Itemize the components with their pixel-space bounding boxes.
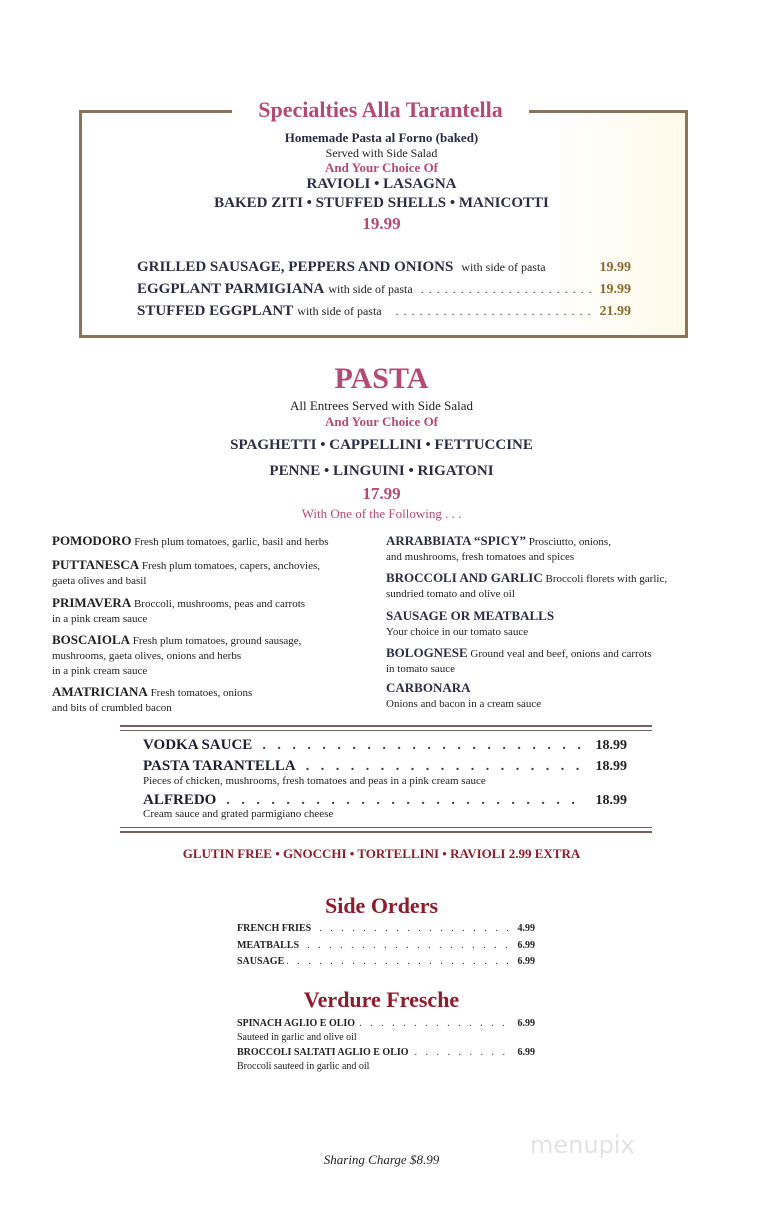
- sauce-desc: in tomato sauce: [386, 663, 456, 675]
- sauce-desc: Your choice in our tomato sauce: [386, 626, 529, 638]
- verdure-item: [237, 1047, 535, 1058]
- leader-dots: [415, 1047, 510, 1058]
- special-item-price: 18.99: [595, 759, 627, 774]
- verdure-name: SPINACH AGLIO E OLIO: [237, 1018, 356, 1029]
- pasta-sauce-item: [52, 595, 382, 627]
- specialties-choice: And Your Choice Of: [324, 160, 439, 175]
- sauce-name: PRIMAVERA: [52, 595, 132, 610]
- specialties-subtitle: Homemade Pasta al Forno (baked): [284, 130, 479, 145]
- verdure-title: Verdure Fresche: [303, 987, 460, 1012]
- pasta-following: With One of the Following . . .: [301, 506, 462, 521]
- side-order-item: [237, 956, 535, 967]
- sauce-name: BOLOGNESE: [386, 645, 468, 660]
- leader-dots: [286, 956, 509, 967]
- specialties-line2: BAKED ZITI • STUFFED SHELLS • MANICOTTI: [214, 195, 549, 211]
- sauce-name: BROCCOLI AND GARLIC: [386, 570, 543, 585]
- special-item: [143, 737, 627, 754]
- special-item-price: 18.99: [595, 793, 627, 808]
- pasta-sauce-item: [386, 533, 716, 565]
- leader-dots: [306, 759, 586, 775]
- pasta-sauce-item: [386, 608, 716, 640]
- sauce-name: BOSCAIOLA: [52, 632, 131, 647]
- divider-bottom-thin: [120, 827, 652, 828]
- specialty-item-desc: with side of pasta: [297, 304, 382, 318]
- verdure-price: 6.99: [517, 1018, 535, 1029]
- pasta-choice: And Your Choice Of: [324, 414, 439, 429]
- sauce-desc: Ground veal and beef, onions and carrots: [470, 648, 652, 660]
- pasta-sauce-item: [52, 684, 382, 716]
- sauce-name: SAUSAGE OR MEATBALLS: [386, 608, 555, 623]
- special-item-name: ALFREDO: [143, 792, 217, 808]
- sauce-name: POMODORO: [52, 533, 132, 548]
- side-order-item: [237, 923, 535, 934]
- sauce-name: AMATRICIANA: [52, 684, 148, 699]
- divider-top: [120, 725, 652, 727]
- sauce-desc: Fresh plum tomatoes, capers, anchovies,: [141, 560, 321, 572]
- sauce-desc: mushrooms, gaeta olives, onions and herbs: [52, 650, 242, 662]
- sauce-desc: Broccoli florets with garlic,: [545, 573, 668, 585]
- verdure-desc: Broccoli sauteed in garlic and oil: [237, 1061, 370, 1072]
- pasta-sauce-item: [52, 557, 382, 589]
- special-item: [143, 758, 627, 775]
- pasta-sauce-item: [386, 680, 716, 712]
- leader-dots: [319, 923, 509, 934]
- sauce-desc: Fresh tomatoes, onions: [150, 687, 253, 699]
- pasta-line1: SPAGHETTI • CAPPELLINI • FETTUCCINE: [230, 437, 533, 453]
- sauce-desc: Onions and bacon in a cream sauce: [386, 698, 542, 710]
- specialties-title: Specialties Alla Tarantella: [232, 97, 529, 125]
- sauce-desc: Broccoli, mushrooms, peas and carrots: [133, 598, 306, 610]
- sauce-desc: and bits of crumbled bacon: [52, 702, 172, 714]
- sauce-desc: in a pink cream sauce: [52, 665, 148, 677]
- special-item: [143, 792, 627, 809]
- verdure-desc: Sauteed in garlic and olive oil: [237, 1032, 357, 1043]
- specialty-item-price: 19.99: [599, 282, 631, 297]
- pasta-line2: PENNE • LINGUINI • RIGATONI: [269, 463, 494, 479]
- leader-dots: [421, 282, 596, 297]
- specialty-item-desc: with side of pasta: [328, 282, 413, 296]
- specialty-item-name: GRILLED SAUSAGE, PEPPERS AND ONIONS: [137, 259, 454, 275]
- specialty-item-name: STUFFED EGGPLANT: [137, 303, 294, 319]
- side-order-price: 6.99: [517, 940, 535, 951]
- specialties-price: 19.99: [362, 214, 401, 233]
- specialty-item-name: EGGPLANT PARMIGIANA: [137, 281, 325, 297]
- side-order-name: SAUSAGE: [237, 956, 285, 967]
- pasta-sauce-item: [386, 570, 726, 602]
- leader-dots: [359, 1018, 509, 1029]
- leader-dots: [226, 793, 585, 809]
- sauce-desc: Fresh plum tomatoes, garlic, basil and herbs: [134, 536, 329, 548]
- sauce-desc: in a pink cream sauce: [52, 613, 148, 625]
- specialty-item-desc: with side of pasta: [461, 260, 546, 274]
- pasta-price: 17.99: [362, 484, 401, 503]
- verdure-price: 6.99: [517, 1047, 535, 1058]
- leader-dots: [307, 940, 509, 951]
- specialty-item: [137, 303, 631, 320]
- side-order-name: FRENCH FRIES: [237, 923, 312, 934]
- side-order-item: [237, 940, 535, 951]
- sauce-name: CARBONARA: [386, 680, 471, 695]
- leader-dots: [262, 738, 585, 754]
- sauce-name: ARRABBIATA “SPICY”: [386, 533, 527, 548]
- verdure-name: BROCCOLI SALTATI AGLIO E OLIO: [237, 1047, 409, 1058]
- specialty-item: [137, 281, 631, 298]
- special-item-desc: Pieces of chicken, mushrooms, fresh tomatoes and peas in a pink cream sauce: [143, 775, 486, 787]
- side-order-price: 4.99: [517, 923, 535, 934]
- menupix-watermark: menupix: [530, 1131, 635, 1159]
- pasta-sauce-item: [52, 632, 382, 679]
- side-order-price: 6.99: [517, 956, 535, 967]
- sauce-desc: Prosciutto, onions,: [528, 536, 611, 548]
- sauce-name: PUTTANESCA: [52, 557, 140, 572]
- specialties-line1: RAVIOLI • LASAGNA: [306, 176, 457, 192]
- specialty-item-price: 21.99: [599, 304, 631, 319]
- verdure-item: [237, 1018, 535, 1029]
- sauce-desc: gaeta olives and basil: [52, 575, 147, 587]
- sauce-desc: and mushrooms, fresh tomatoes and spices: [386, 551, 575, 563]
- side-order-name: MEATBALLS: [237, 940, 300, 951]
- sauce-desc: sundried tomato and olive oil: [386, 588, 515, 600]
- pasta-served: All Entrees Served with Side Salad: [289, 398, 474, 413]
- pasta-sauce-item: [52, 533, 382, 550]
- specialties-served: Served with Side Salad: [325, 146, 438, 160]
- side-orders-title: Side Orders: [324, 893, 439, 918]
- divider-top-thin: [120, 730, 652, 731]
- specialty-item: [137, 259, 631, 276]
- special-item-name: VODKA SAUCE: [143, 737, 253, 753]
- leader-dots: [396, 304, 596, 319]
- special-item-desc: Cream sauce and grated parmigiano cheese: [143, 808, 334, 820]
- divider-bottom: [120, 831, 652, 833]
- sauce-desc: Fresh plum tomatoes, ground sausage,: [132, 635, 302, 647]
- sharing-charge: Sharing Charge $8.99: [323, 1152, 440, 1167]
- special-item-name: PASTA TARANTELLA: [143, 758, 296, 774]
- gluten-free-note: GLUTIN FREE • GNOCCHI • TORTELLINI • RAVIOLI 2.99 EXTRA: [182, 846, 581, 861]
- special-item-price: 18.99: [595, 738, 627, 753]
- specialty-item-price: 19.99: [599, 260, 631, 275]
- pasta-title: PASTA: [334, 362, 429, 395]
- pasta-sauce-item: [386, 645, 716, 677]
